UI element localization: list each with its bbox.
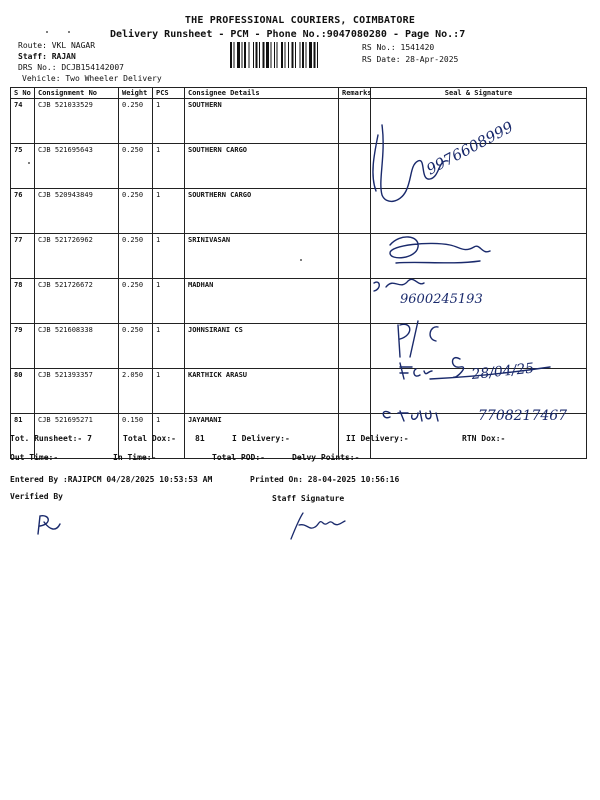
total-pod: Total POD:- [212, 453, 265, 462]
cell-weight: 0.250 [119, 144, 153, 189]
runsheet-subtitle: Delivery Runsheet - PCM - Phone No.:9047080280 - Page No.:7 [110, 29, 466, 40]
col-pcs: PCS [153, 88, 185, 99]
cell-consignee: JAYAMANI [185, 414, 339, 459]
cell-sno: 80 [11, 369, 35, 414]
cell-weight: 0.250 [119, 234, 153, 279]
barcode-image [230, 42, 358, 68]
handwritten-phone-2: 9600245193 [400, 292, 483, 307]
col-remarks: Remarks [339, 88, 371, 99]
company-title: THE PROFESSIONAL COURIERS, COIMBATORE [184, 15, 416, 26]
total-dox-label: Total Dox:- [123, 434, 176, 443]
cell-sno: 77 [11, 234, 35, 279]
speck [300, 259, 302, 261]
handwritten-date: 28/04/25 [470, 360, 535, 383]
col-sno: S No [11, 88, 35, 99]
verified-by-label: Verified By [10, 492, 63, 501]
cell-pcs: 1 [153, 144, 185, 189]
cell-consignment: CJB 521393357 [35, 369, 119, 414]
rs-number: RS No.: 1541420 [362, 43, 435, 52]
drs-number: DRS No.: DCJB154142007 [18, 63, 124, 72]
staff-signature-label: Staff Signature [272, 494, 345, 503]
col-weight: Weight [119, 88, 153, 99]
cell-weight: 0.250 [119, 99, 153, 144]
cell-consignment: CJB 521695271 [35, 414, 119, 459]
cell-weight: 0.150 [119, 414, 153, 459]
total-dox-value: 81 [195, 434, 205, 443]
cell-consignment: CJB 521608338 [35, 324, 119, 369]
cell-sno: 79 [11, 324, 35, 369]
signature-row-79 [398, 321, 438, 357]
rs-date: RS Date: 28-Apr-2025 [362, 55, 459, 64]
signature-row-78 [374, 279, 424, 291]
cell-consignee: SOUTHERN [185, 99, 339, 144]
delivery-points: Delvy Points:- [292, 453, 360, 462]
col-seal-signature: Seal & Signature [371, 88, 587, 99]
total-runsheet: Tot. Runsheet:- 7 [10, 434, 92, 443]
cell-consignee: KARTHICK ARASU [185, 369, 339, 414]
cell-consignee: SOUTHERN CARGO [185, 144, 339, 189]
staff-label: Staff: RAJAN [18, 52, 76, 61]
cell-weight: 2.050 [119, 369, 153, 414]
rtn-dox: RTN Dox:- [462, 434, 506, 443]
cell-sno: 78 [11, 279, 35, 324]
cell-consignment: CJB 521726962 [35, 234, 119, 279]
handwritten-phone-3: 7708217467 [478, 408, 568, 424]
cell-consignee: MADHAN [185, 279, 339, 324]
cell-pcs: 1 [153, 414, 185, 459]
cell-pcs: 1 [153, 189, 185, 234]
cell-pcs: 1 [153, 234, 185, 279]
cell-consignee: JOHNSIRANI CS [185, 324, 339, 369]
speck [46, 31, 48, 33]
cell-weight: 0.250 [119, 189, 153, 234]
cell-pcs: 1 [153, 279, 185, 324]
out-time: Out Time:- [10, 453, 59, 462]
printed-on: Printed On: 28-04-2025 10:56:16 [250, 475, 400, 484]
speck [68, 31, 70, 33]
staff-signature-mark [285, 505, 355, 545]
col-consignment: Consignment No [35, 88, 119, 99]
signature-row-77 [390, 237, 490, 258]
i-delivery: I Delivery:- [232, 434, 290, 443]
col-consignee: Consignee Details [185, 88, 339, 99]
cell-consignee: SRINIVASAN [185, 234, 339, 279]
cell-consignee: SOURTHERN CARGO [185, 189, 339, 234]
cell-weight: 0.250 [119, 279, 153, 324]
verifier-signature [30, 510, 70, 540]
signature-row-81 [383, 411, 438, 421]
vehicle-label: Vehicle: Two Wheeler Delivery [22, 74, 162, 83]
entered-by: Entered By :RAJIPCM 04/28/2025 10:53:53 AM [10, 475, 213, 484]
cell-pcs: 1 [153, 369, 185, 414]
cell-consignment: CJB 520943849 [35, 189, 119, 234]
cell-weight: 0.250 [119, 324, 153, 369]
ii-delivery: II Delivery:- [346, 434, 409, 443]
cell-sno: 74 [11, 99, 35, 144]
cell-consignment: CJB 521726672 [35, 279, 119, 324]
cell-pcs: 1 [153, 324, 185, 369]
speck [28, 162, 30, 164]
handwritten-signatures [360, 95, 590, 425]
route-label: Route: VKL NAGAR [18, 41, 96, 50]
cell-sno: 75 [11, 144, 35, 189]
in-time: In Time:- [113, 453, 157, 462]
cell-sno: 76 [11, 189, 35, 234]
handwritten-phone-1: 9976608999 [423, 117, 517, 179]
cell-sno: 81 [11, 414, 35, 459]
cell-consignment: CJB 521033529 [35, 99, 119, 144]
cell-consignment: CJB 521695643 [35, 144, 119, 189]
cell-pcs: 1 [153, 99, 185, 144]
